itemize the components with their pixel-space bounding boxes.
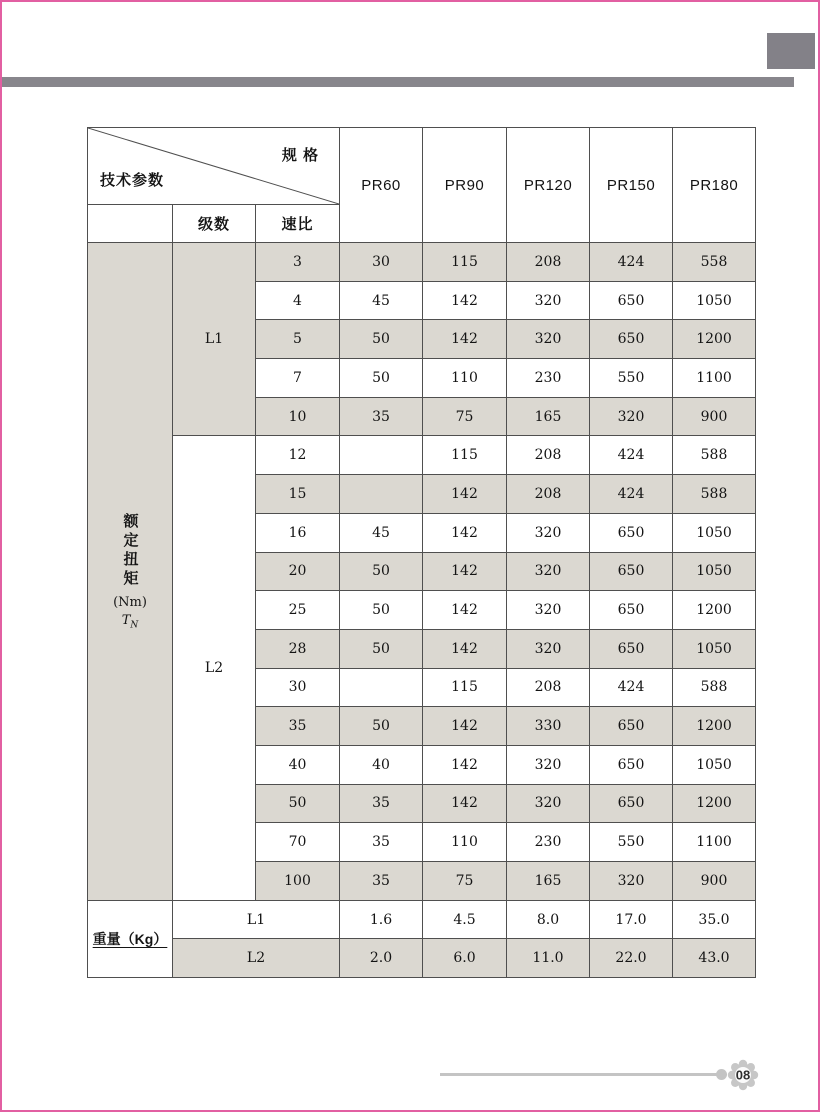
value-cell: 320	[507, 745, 590, 784]
value-cell: 650	[590, 745, 673, 784]
value-cell: 320	[507, 320, 590, 359]
ratio-cell: 20	[256, 552, 340, 591]
value-cell: 650	[590, 784, 673, 823]
table-row	[88, 939, 756, 978]
value-cell: 424	[590, 668, 673, 707]
column-header-pr150: PR150	[590, 128, 673, 243]
value-cell: 588	[673, 668, 756, 707]
diagonal-line	[88, 128, 339, 204]
spec-table-wrapper	[87, 127, 756, 978]
value-cell: 900	[673, 862, 756, 901]
ratio-cell: 35	[256, 707, 340, 746]
header-divider-bar	[2, 77, 794, 87]
value-cell: 1050	[673, 629, 756, 668]
value-cell: 75	[423, 862, 507, 901]
weight-value-cell: 4.5	[423, 900, 507, 939]
value-cell: 45	[340, 281, 423, 320]
value-cell: 50	[340, 591, 423, 630]
value-cell: 142	[423, 745, 507, 784]
weight-value-cell: 22.0	[590, 939, 673, 978]
value-cell: 650	[590, 513, 673, 552]
weight-label: 重量（Kg）	[92, 930, 168, 947]
ratio-cell: 4	[256, 281, 340, 320]
value-cell: 165	[507, 397, 590, 436]
value-cell: 50	[340, 359, 423, 398]
value-cell: 424	[590, 243, 673, 282]
weight-value-cell: 35.0	[673, 900, 756, 939]
value-cell: 320	[507, 591, 590, 630]
value-cell: 142	[423, 629, 507, 668]
value-cell: 40	[340, 745, 423, 784]
stage-header: 级数	[173, 205, 256, 243]
ratio-cell: 10	[256, 397, 340, 436]
column-header-pr120: PR120	[507, 128, 590, 243]
value-cell: 650	[590, 552, 673, 591]
value-cell: 1050	[673, 281, 756, 320]
value-cell: 165	[507, 862, 590, 901]
value-cell: 1050	[673, 513, 756, 552]
value-cell: 1200	[673, 320, 756, 359]
value-cell: 320	[507, 281, 590, 320]
value-cell: 50	[340, 320, 423, 359]
ratio-cell: 70	[256, 823, 340, 862]
value-cell: 650	[590, 281, 673, 320]
value-cell: 110	[423, 359, 507, 398]
value-cell: 142	[423, 707, 507, 746]
value-cell: 558	[673, 243, 756, 282]
value-cell: 35	[340, 397, 423, 436]
weight-stage-cell: L2	[173, 939, 340, 978]
value-cell: 208	[507, 243, 590, 282]
ratio-cell: 25	[256, 591, 340, 630]
value-cell: 1200	[673, 707, 756, 746]
ratio-cell: 100	[256, 862, 340, 901]
value-cell: 142	[423, 475, 507, 514]
value-cell: 75	[423, 397, 507, 436]
empty-header-cell	[88, 205, 173, 243]
value-cell: 142	[423, 320, 507, 359]
value-cell: 110	[423, 823, 507, 862]
value-cell: 1100	[673, 359, 756, 398]
ratio-header: 速比	[256, 205, 340, 243]
ratio-cell: 28	[256, 629, 340, 668]
value-cell	[340, 436, 423, 475]
value-cell: 208	[507, 475, 590, 514]
value-cell: 320	[590, 862, 673, 901]
value-cell: 1200	[673, 784, 756, 823]
value-cell: 208	[507, 436, 590, 475]
value-cell: 650	[590, 320, 673, 359]
header-corner-block	[767, 33, 815, 69]
table-row	[88, 436, 756, 475]
ratio-cell: 12	[256, 436, 340, 475]
value-cell: 35	[340, 784, 423, 823]
weight-value-cell: 8.0	[507, 900, 590, 939]
ratio-cell: 50	[256, 784, 340, 823]
value-cell: 320	[507, 784, 590, 823]
value-cell: 50	[340, 552, 423, 591]
value-cell: 142	[423, 552, 507, 591]
value-cell: 50	[340, 707, 423, 746]
torque-label-cell	[88, 243, 173, 901]
weight-value-cell: 6.0	[423, 939, 507, 978]
page-number: 08	[735, 1067, 751, 1083]
ratio-cell: 3	[256, 243, 340, 282]
value-cell: 35	[340, 823, 423, 862]
value-cell: 900	[673, 397, 756, 436]
column-header-pr180: PR180	[673, 128, 756, 243]
ratio-cell: 40	[256, 745, 340, 784]
table-row	[88, 900, 756, 939]
weight-value-cell: 1.6	[340, 900, 423, 939]
stage-group-l2: L2	[173, 436, 256, 900]
ratio-cell: 7	[256, 359, 340, 398]
value-cell: 1100	[673, 823, 756, 862]
value-cell: 550	[590, 823, 673, 862]
corner-cell	[88, 128, 340, 205]
table-header-row	[88, 128, 756, 205]
value-cell: 115	[423, 436, 507, 475]
corner-top-label: 规 格	[281, 147, 320, 164]
value-cell: 320	[590, 397, 673, 436]
ratio-cell: 5	[256, 320, 340, 359]
weight-stage-cell: L1	[173, 900, 340, 939]
value-cell: 550	[590, 359, 673, 398]
torque-vertical-text: 额定扭矩	[121, 512, 139, 589]
value-cell: 588	[673, 475, 756, 514]
value-cell: 424	[590, 475, 673, 514]
weight-value-cell: 43.0	[673, 939, 756, 978]
value-cell: 45	[340, 513, 423, 552]
value-cell: 230	[507, 359, 590, 398]
value-cell: 1050	[673, 745, 756, 784]
value-cell: 35	[340, 862, 423, 901]
footer-rule	[440, 1073, 720, 1076]
torque-unit: (Nm)	[113, 594, 147, 610]
column-header-pr90: PR90	[423, 128, 507, 243]
value-cell: 424	[590, 436, 673, 475]
value-cell: 30	[340, 243, 423, 282]
gear-icon	[719, 1051, 767, 1099]
value-cell: 650	[590, 629, 673, 668]
value-cell: 142	[423, 281, 507, 320]
column-header-pr60: PR60	[340, 128, 423, 243]
weight-value-cell: 11.0	[507, 939, 590, 978]
value-cell: 588	[673, 436, 756, 475]
value-cell	[340, 475, 423, 514]
value-cell	[340, 668, 423, 707]
ratio-cell: 15	[256, 475, 340, 514]
value-cell: 208	[507, 668, 590, 707]
value-cell: 1050	[673, 552, 756, 591]
weight-value-cell: 2.0	[340, 939, 423, 978]
ratio-cell: 30	[256, 668, 340, 707]
value-cell: 320	[507, 552, 590, 591]
value-cell: 142	[423, 513, 507, 552]
weight-value-cell: 17.0	[590, 900, 673, 939]
value-cell: 115	[423, 243, 507, 282]
spec-table	[87, 127, 756, 978]
value-cell: 320	[507, 513, 590, 552]
table-row	[88, 243, 756, 282]
ratio-cell: 16	[256, 513, 340, 552]
value-cell: 115	[423, 668, 507, 707]
value-cell: 320	[507, 629, 590, 668]
value-cell: 650	[590, 707, 673, 746]
value-cell: 142	[423, 784, 507, 823]
torque-symbol: $T_N$	[121, 612, 139, 631]
corner-bottom-label: 技术参数	[100, 172, 165, 189]
weight-label-cell	[88, 900, 173, 977]
value-cell: 230	[507, 823, 590, 862]
stage-group-l1: L1	[173, 243, 256, 436]
value-cell: 650	[590, 591, 673, 630]
value-cell: 1200	[673, 591, 756, 630]
value-cell: 50	[340, 629, 423, 668]
value-cell: 142	[423, 591, 507, 630]
value-cell: 330	[507, 707, 590, 746]
